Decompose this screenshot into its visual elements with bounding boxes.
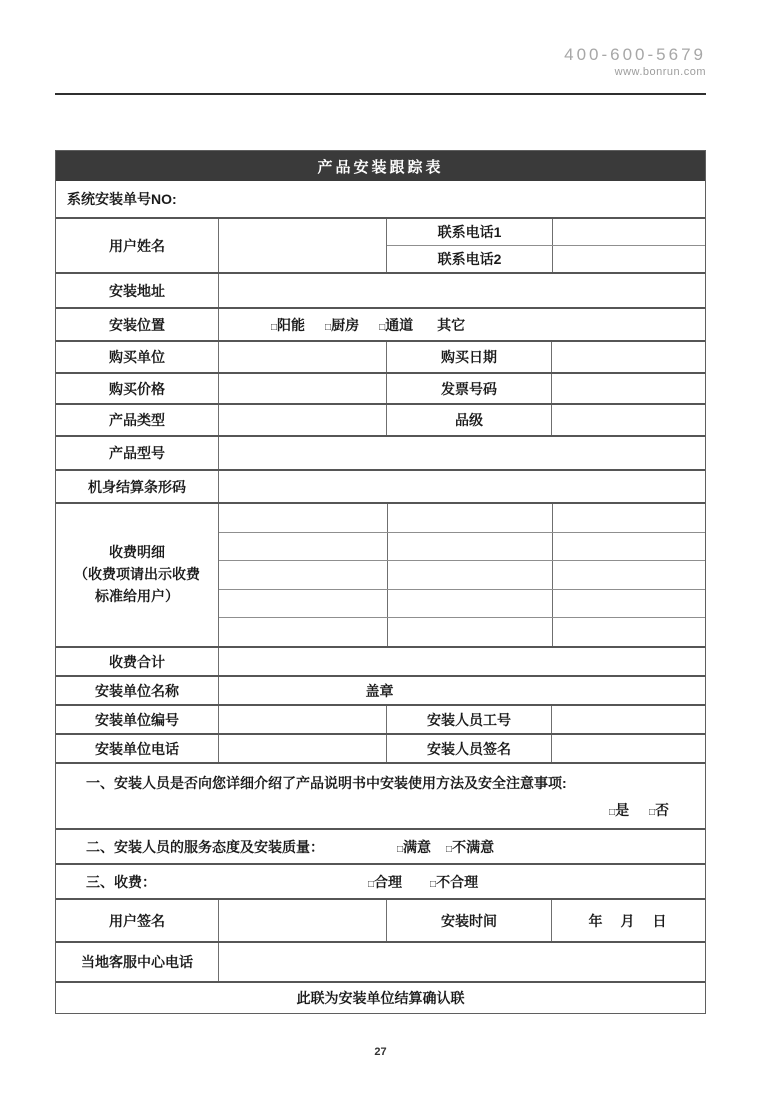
footer-note-text: 此联为安装单位结算确认联 [296,990,465,1006]
install-unit-name-label: 安装单位名称 [95,682,179,699]
row-question-2 [56,828,705,863]
row-install-unit-no [56,704,705,733]
install-location-options [218,309,705,340]
checkbox-option-kitchen: □厨房 [325,316,360,333]
contact-phones [386,219,705,272]
page-header [564,44,706,80]
user-sign-label: 用户签名 [109,912,165,929]
fee-row-2 [219,532,705,561]
question-1-text: 一、安装人员是否向您详细介绍了产品说明书中安装使用方法及安全注意事项: [86,775,567,791]
row-product-type [56,403,705,435]
fee-cell [387,561,552,589]
checkbox-option-passage: □通道 [379,316,414,333]
fee-cell [387,504,552,532]
fee-cell [552,590,705,618]
row-fee-total [56,646,705,675]
user-name-value-cell [218,219,386,272]
row-fee-details [56,502,705,646]
fee-detail-grid [218,504,705,646]
question-1-options [86,800,669,820]
fee-label-line3: 标准给用户） [95,587,179,604]
row-install-unit-tel [56,733,705,762]
product-model-value-cell [218,437,705,469]
question-2-text: 二、安装人员的服务态度及安装质量： [86,838,324,855]
fee-details-label [56,504,218,646]
fee-cell [219,504,387,532]
order-no-label: 系统安装单号NO: [67,191,177,207]
row-tel1 [387,219,705,245]
row-purchase-unit [56,340,705,372]
form-title-bar [56,151,705,181]
product-model-label: 产品型号 [109,445,165,461]
purchase-date-label: 购买日期 [386,342,551,372]
row-install-unit-name [56,675,705,704]
row-install-location [56,307,705,340]
row-body-barcode [56,469,705,502]
fee-label-line1: 收费明细 [109,544,165,561]
fee-row-5 [219,617,705,646]
fee-cell [219,533,387,561]
question-3-text: 三、收费： [86,873,156,890]
install-location-label: 安装位置 [109,316,165,333]
body-barcode-value-cell [218,471,705,502]
product-type-label: 产品类型 [109,412,165,428]
checkbox-option-yangneng: □阳能 [271,316,306,333]
fee-total-value-cell [218,648,705,675]
user-name-label: 用户姓名 [109,237,165,254]
website-url: www.bonrun.com [614,66,706,79]
row-question-1 [56,762,705,828]
fee-total-label: 收费合计 [109,653,165,670]
tel2-value-cell [552,246,705,272]
fee-cell [387,618,552,646]
fee-cell [219,618,387,646]
fee-cell [387,533,552,561]
row-footer-note [56,981,705,1013]
installer-id-label: 安装人员工号 [386,706,551,733]
installation-tracking-form [55,150,706,1014]
row-user-name [56,217,705,272]
row-question-3 [56,863,705,898]
fee-cell [552,618,705,646]
tel1-value-cell [552,219,705,245]
invoice-no-value-cell [551,374,705,403]
product-type-value-cell [218,405,386,435]
installer-sign-value-cell [551,735,705,762]
checkbox-option-unsatisfied: □不满意 [446,838,495,855]
fee-cell [219,561,387,589]
installer-id-value-cell [551,706,705,733]
checkbox-option-no: □否 [648,802,669,818]
header-divider [55,93,706,95]
invoice-no-label: 发票号码 [386,374,551,403]
installer-sign-label: 安装人员签名 [386,735,551,762]
install-address-label: 安装地址 [109,282,165,299]
tel2-label: 联系电话2 [437,251,502,267]
install-unit-no-label: 安装单位编号 [95,711,179,728]
install-time-label: 安装时间 [386,900,551,941]
purchase-price-label: 购买价格 [109,380,165,397]
tel1-label: 联系电话1 [437,224,502,240]
row-local-service-tel [56,941,705,981]
checkbox-option-unreasonable: □不合理 [430,873,479,890]
fee-cell [552,533,705,561]
service-hotline: 400-600-5679 [564,45,706,64]
option-other: 其它 [437,316,466,333]
row-purchase-price [56,372,705,403]
form-title: 产品安装跟踪表 [317,158,444,176]
row-product-model [56,435,705,469]
checkbox-option-yes: □是 [609,802,630,818]
user-sign-value-cell [218,900,386,941]
row-order-no [56,181,705,217]
fee-row-1 [219,504,705,532]
row-tel2 [387,245,705,272]
grade-label: 品级 [386,405,551,435]
fee-cell [552,561,705,589]
fee-row-4 [219,589,705,618]
seal-label: 盖章 [218,677,705,704]
purchase-unit-label: 购买单位 [109,349,165,365]
grade-value-cell [551,405,705,435]
purchase-date-value-cell [551,342,705,372]
row-user-sign [56,898,705,941]
purchase-unit-value-cell [218,342,386,372]
fee-row-3 [219,560,705,589]
fee-label-line2: （收费项请出示收费 [74,566,200,583]
fee-cell [387,590,552,618]
checkbox-option-reasonable: □合理 [368,873,403,890]
install-unit-tel-value-cell [218,735,386,762]
install-address-value-cell [218,274,705,307]
local-service-tel-value-cell [218,943,705,981]
checkbox-option-satisfied: □满意 [397,838,432,855]
body-barcode-label: 机身结算条形码 [88,478,186,495]
install-unit-no-value-cell [218,706,386,733]
purchase-price-value-cell [218,374,386,403]
install-unit-tel-label: 安装单位电话 [95,740,179,757]
page-number: 27 [374,1046,387,1058]
local-service-tel-label: 当地客服中心电话 [81,954,193,970]
fee-cell [219,590,387,618]
install-date-blank: 年 月 日 [551,900,705,941]
fee-cell [552,504,705,532]
row-install-address [56,272,705,307]
